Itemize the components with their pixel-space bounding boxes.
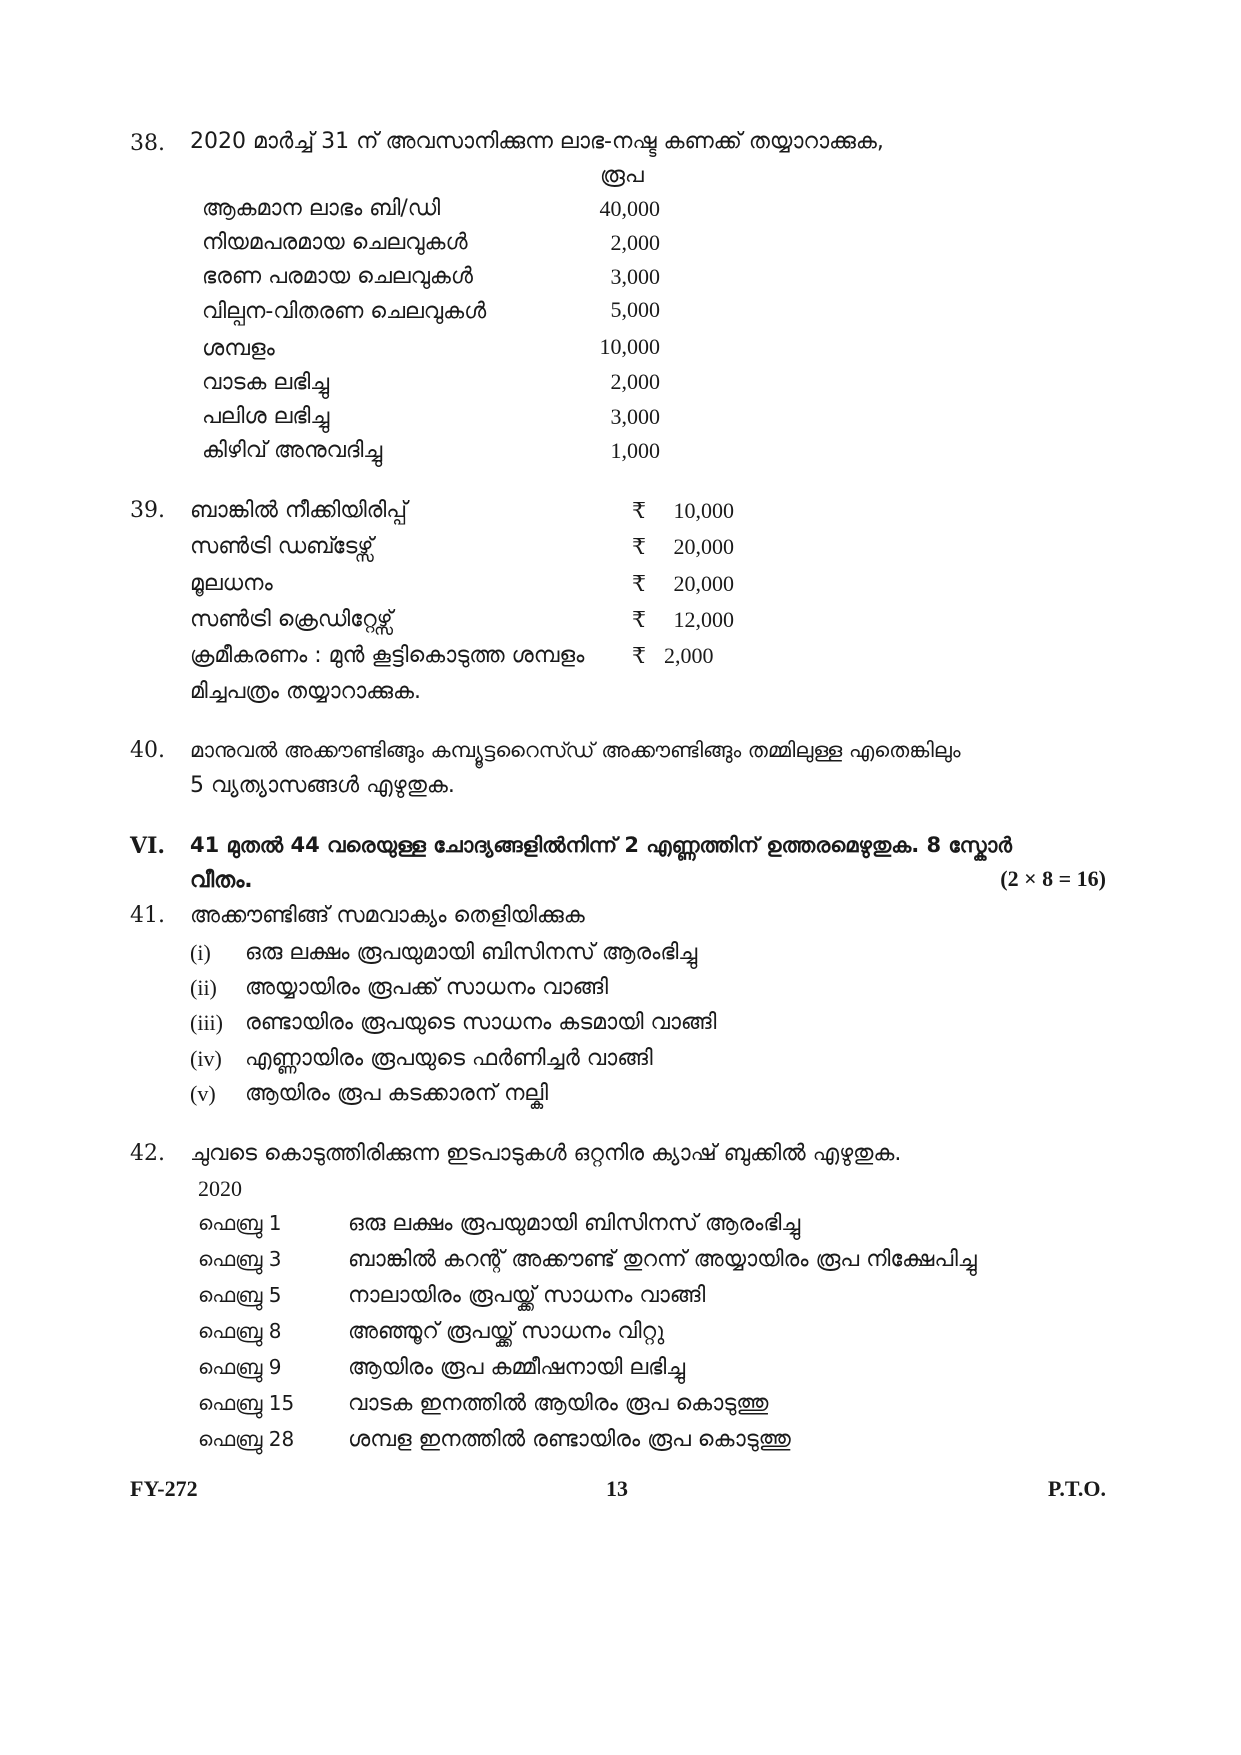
question-text: 5 വ്യത്യാസങ്ങൾ എഴുതുക. (190, 773, 455, 798)
balance-label: മൂലധനം (190, 571, 273, 596)
question-number: 40. (130, 738, 165, 763)
section-instruction: വീതം. (190, 868, 253, 893)
rupee-symbol: ₹ (632, 534, 646, 559)
item-roman: (iii) (190, 1010, 223, 1035)
item-text: അയ്യായിരം രൂപക്ക് സാധനം വാങ്ങി (245, 975, 608, 1000)
entry-date: ഫെബ്രു 5 (198, 1283, 282, 1307)
account-label: വില്പന-വിതരണ ചെലവുകൾ (202, 299, 487, 324)
question-number: 41. (130, 903, 165, 928)
question-instruction: മിച്ചപത്രം തയ്യാറാക്കുക. (190, 679, 421, 704)
balance-amount: 2,000 (664, 643, 714, 668)
item-text: എണ്ണായിരം രൂപയുടെ ഫർണിച്ചർ വാങ്ങി (245, 1046, 653, 1071)
entry-text: വാടക ഇനത്തിൽ ആയിരം രൂപ കൊടുത്തു (348, 1391, 769, 1416)
rupee-symbol: ₹ (632, 643, 646, 668)
account-amount: 10,000 (599, 334, 660, 359)
balance-label: ബാങ്കിൽ നീക്കിയിരിപ്പ് (190, 498, 408, 523)
balance-label: ക്രമീകരണം : മുൻ കൂട്ടികൊടുത്ത ശമ്പളം (190, 643, 585, 668)
account-label: നിയമപരമായ ചെലവുകൾ (202, 230, 468, 255)
account-amount: 3,000 (610, 264, 660, 289)
page-number: 13 (606, 1476, 628, 1501)
balance-amount: 20,000 (673, 571, 734, 596)
section-numeral: VI. (130, 833, 166, 859)
entry-text: നാലായിരം രൂപയ്ക്ക് സാധനം വാങ്ങി (348, 1283, 706, 1308)
account-amount: 5,000 (610, 297, 660, 322)
account-label: വാടക ലഭിച്ചു (202, 370, 330, 395)
entry-text: ശമ്പള ഇനത്തിൽ രണ്ടായിരം രൂപ കൊടുത്തു (348, 1427, 791, 1452)
entry-text: ഒരു ലക്ഷം രൂപയുമായി ബിസിനസ് ആരംഭിച്ചു (348, 1211, 801, 1236)
balance-amount: 10,000 (673, 498, 734, 523)
account-amount: 2,000 (610, 230, 660, 255)
rupee-symbol: ₹ (632, 571, 646, 596)
item-text: ആയിരം രൂപ കടക്കാരന് നല്കി (245, 1081, 548, 1106)
item-roman: (ii) (190, 975, 217, 1000)
question-text: 2020 മാർച്ച് 31 ന് അവസാനിക്കുന്ന ലാഭ-നഷ്ട കണക്ക് തയ്യാറാക്കുക, (190, 129, 884, 154)
entry-text: ആയിരം രൂപ കമ്മീഷനായി ലഭിച്ചു (348, 1355, 686, 1380)
account-amount: 1,000 (610, 438, 660, 463)
entry-date: ഫെബ്രു 15 (198, 1391, 295, 1415)
entry-date: ഫെബ്രു 1 (198, 1211, 282, 1235)
item-roman: (i) (190, 940, 211, 965)
question-number: 38. (130, 131, 165, 156)
balance-amount: 12,000 (673, 607, 734, 632)
item-roman: (v) (190, 1081, 216, 1106)
question-number: 42. (130, 1141, 165, 1166)
entry-date: ഫെബ്രു 28 (198, 1427, 295, 1451)
account-amount: 40,000 (599, 196, 660, 221)
section-instruction: 41 മുതൽ 44 വരെയുള്ള ചോദ്യങ്ങളിൽനിന്ന് 2 എണ്ണത്തിന് ഉത്തരമെഴുതുക. 8 സ്കോർ (190, 833, 1012, 857)
balance-label: സൺട്രി ക്രെഡിറ്റേഴ്സ് (190, 607, 393, 632)
account-amount: 3,000 (610, 404, 660, 429)
entry-text: ബാങ്കിൽ കറന്റ് അക്കൗണ്ട് തുറന്ന് അയ്യായിരം രൂപ നിക്ഷേപിച്ചു (348, 1247, 977, 1272)
rupee-symbol: ₹ (632, 607, 646, 632)
pto-label: P.T.O. (1047, 1476, 1106, 1501)
balance-label: സൺട്രി ഡബ്ടേഴ്സ് (190, 534, 374, 559)
account-label: ആകമാന ലാഭം ബി/ഡി (202, 196, 441, 221)
year-label: 2020 (198, 1176, 242, 1201)
section-marks: (2 × 8 = 16) (1000, 866, 1106, 891)
account-amount: 2,000 (610, 369, 660, 394)
question-text: അക്കൗണ്ടിങ്ങ് സമവാക്യം തെളിയിക്കുക (190, 903, 585, 928)
entry-date: ഫെബ്രു 8 (198, 1319, 282, 1343)
footer-code: FY-272 (130, 1476, 198, 1501)
currency-header: രൂപ (600, 163, 644, 188)
item-text: ഒരു ലക്ഷം രൂപയുമായി ബിസിനസ് ആരംഭിച്ചു (245, 940, 698, 965)
account-label: കിഴിവ് അനുവദിച്ചു (202, 438, 383, 463)
account-label: ശമ്പളം (202, 336, 275, 361)
account-label: പലിശ ലഭിച്ചു (202, 404, 330, 429)
entry-text: അഞ്ഞൂറ് രൂപയ്ക്ക് സാധനം വിറ്റു (348, 1319, 665, 1344)
question-text: ചുവടെ കൊടുത്തിരിക്കുന്ന ഇടപാടുകൾ ഒറ്റനിര ക്യാഷ് ബുക്കിൽ എഴുതുക. (190, 1141, 902, 1166)
entry-date: ഫെബ്രു 9 (198, 1355, 282, 1379)
question-number: 39. (130, 498, 165, 523)
rupee-symbol: ₹ (632, 498, 646, 523)
account-label: ഭരണ പരമായ ചെലവുകൾ (202, 264, 474, 289)
entry-date: ഫെബ്രു 3 (198, 1247, 282, 1271)
item-roman: (iv) (190, 1046, 222, 1071)
question-text: മാനുവൽ അക്കൗണ്ടിങ്ങും കമ്പ്യൂട്ടറൈസ്ഡ് അക്കൗണ്ടിങ്ങും തമ്മിലുള്ള എതെങ്കിലും (190, 738, 961, 762)
item-text: രണ്ടായിരം രൂപയുടെ സാധനം കടമായി വാങ്ങി (245, 1010, 717, 1035)
balance-amount: 20,000 (673, 534, 734, 559)
